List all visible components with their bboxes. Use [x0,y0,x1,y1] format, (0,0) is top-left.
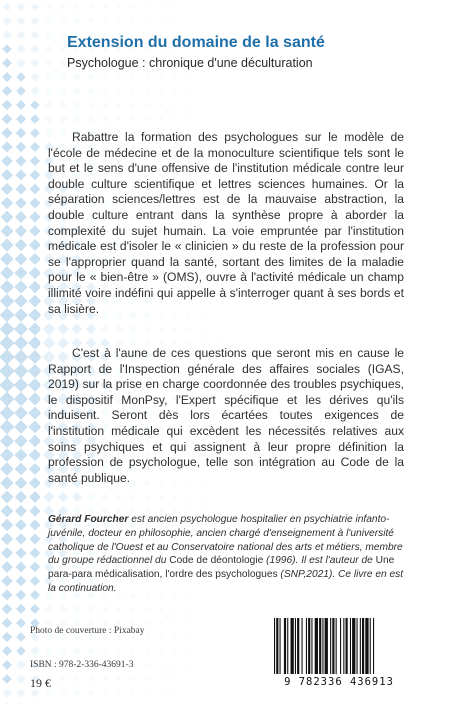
barcode-bar [287,618,288,674]
barcode-bar [280,618,281,674]
barcode-bar [325,618,328,674]
barcode-bar [350,618,351,674]
book-title: Extension du domaine de la santé [67,34,325,51]
barcode-bar [302,618,303,674]
barcode-bar [274,618,275,674]
price: 19 € [30,676,51,690]
author-bio [48,513,404,596]
summary-paragraph-1: Rabattre la formation des psychologues sur le modèle de l'école de médecine et de la monoculture scientifique tels sont le but et le sens d'une offensive de l'institution médicale contre leur double culture scientifique et lettres sciences humaines. Or la séparation sciences/lettres est de la mauvaise abstraction, la double culture entrant dans la synthèse propre à aborder la complexité du sujet humain. La voie empruntée par l'institution médicale est d'isoler le « clinicien » du reste de la profession pour se l'approprier quand la santé, sortant des limites de la maladie pour le « bien-être » (OMS), ouvre à l'activité médicale un champ illimité voire indéfini qui appelle à s'interroger quant à ses bords et sa lisière. [48,130,404,316]
barcode-bar [336,618,337,674]
barcode-bar [306,618,307,674]
barcode-bar [319,618,321,674]
barcode-bar [276,618,278,674]
photo-credit: Photo de couverture : Pixabay [30,626,145,636]
barcode-bar [340,618,341,674]
barcode-bar [360,618,361,674]
barcode-bar [315,618,318,674]
author-name: Gérard Fourcher [48,514,129,525]
isbn: ISBN : 978-2-336-43691-3 [30,660,134,670]
book-subtitle: Psychologue : chronique d'une déculturation [67,56,313,70]
barcode-bar [295,618,296,674]
barcode [264,614,414,694]
barcode-bar [373,618,374,674]
barcode-bar [362,618,364,674]
barcode-bar [311,618,312,674]
barcode-bar [330,618,331,674]
author-bio-text-1: est ancien psychologue hospitalier en psychiatrie infanto-juvénile, docteur en philosophie, ancien chargé d'enseignement à l'université catholique de l'Ouest et au Conservatoire national des arts et métiers, membre du groupe rédactionnel du [48,514,403,567]
barcode-bar [322,618,323,674]
author-bio-book-title: Une para-para médicalisation, l'ordre des psychologues [48,555,395,581]
barcode-bar [308,618,310,674]
barcode-bar [343,618,344,674]
barcode-bar [284,618,286,674]
summary-paragraph-2: C'est à l'aune de ces questions que seront mis en cause le Rapport de l'Inspection générale des affaires sociales (IGAS, 2019) sur la prise en charge coordonnée des troubles psychiques, le dispositif MonPsy, l'Expert spécifique et les dérives qu'ils induisent. Seront dès lors écartées toutes exigences de l'institution médicale qui excèdent les nécessités relatives aux soins psychiques et qui assignent à leur propre définition la profession de psychologue, telle son intégration au Code de la santé publique. [48,346,404,485]
author-bio-text-2: (1996). Il est l'auteur de [263,555,376,567]
barcode-bar [332,618,334,674]
barcode-number: 9 782336 436913 [284,676,394,688]
barcode-bar [297,618,299,674]
barcode-bar [357,618,358,674]
barcode-bar [365,618,368,674]
author-bio-text-3: (SNP,2021). Ce livre en est la continuation. [48,569,404,594]
barcode-bar [352,618,355,674]
barcode-bars [264,618,414,676]
barcode-bar [346,618,348,674]
barcode-bar [370,618,371,674]
author-bio-code-title: Code de déontologie [169,555,264,567]
barcode-bar [291,618,294,674]
